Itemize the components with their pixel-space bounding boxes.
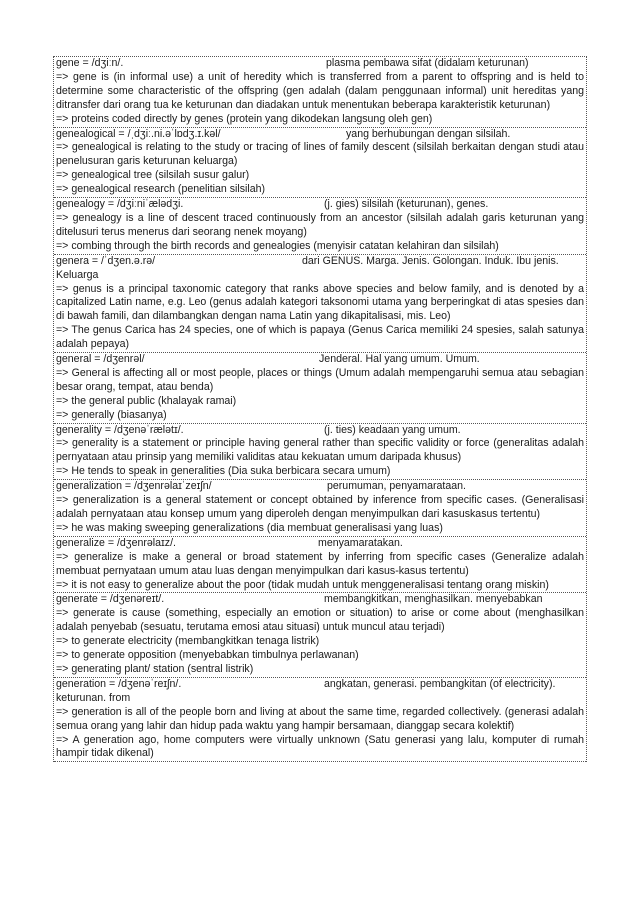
dictionary-entry bbox=[54, 57, 586, 128]
entry-gloss: (j. ties) keadaan yang umum. bbox=[324, 423, 461, 436]
entry-term: gene = /dʒiːn/. bbox=[56, 57, 124, 69]
entry-term: general = /dʒenrəl/ bbox=[56, 353, 145, 366]
entry-line: => genealogical research (penelitian silsilah) bbox=[56, 183, 266, 196]
entry-line: => combing through the birth records and genealogies (menyisir catatan kelahiran dan silsilah) bbox=[56, 239, 499, 252]
dictionary-entry bbox=[54, 480, 586, 537]
entry-heading bbox=[56, 57, 584, 71]
entry-term: generalization = /dʒenrəlaɪˈzeɪʃn/ bbox=[56, 480, 212, 493]
dictionary-entry bbox=[54, 128, 586, 199]
entry-line: => The genus Carica has 24 species, one of which is papaya (Genus Carica memiliki 24 spesies, salah satunya adalah pepaya) bbox=[56, 324, 584, 351]
entry-term: genealogy = /dʒiːniˈælədʒi. bbox=[56, 198, 184, 211]
entry-line: => genealogy is a line of descent traced continuously from an ancestor (silsilah adalah garis keturunan yang ditelusuri terus menerus dari seorang nenek moyang) bbox=[56, 211, 584, 238]
entry-gloss: (j. gies) silsilah (keturunan), genes. bbox=[324, 198, 489, 211]
entry-gloss: yang berhubungan dengan silsilah. bbox=[346, 127, 511, 140]
entry-line: => genus is a principal taxonomic category that ranks above species and below family, and is denoted by a capitalized Latin name, e.g. Leo (genus adalah kategori taksonomi utama yang berperingkat di atas spesies dan di bawah famili, dan dilambangkan dengan nama Latin yang dikapitalisasi, mis. Leo) bbox=[56, 282, 584, 323]
entry-gloss: perumuman, penyamarataan. bbox=[327, 480, 466, 493]
entry-line: => generally (biasanya) bbox=[56, 408, 167, 421]
entry-line: => to generate electricity (membangkitkan tenaga listrik) bbox=[56, 635, 320, 648]
entry-line: keturunan. from bbox=[56, 691, 131, 704]
dictionary-entry bbox=[54, 255, 586, 353]
dictionary-entry bbox=[54, 198, 586, 255]
entry-term: generation = /dʒenəˈreɪʃn/. bbox=[56, 677, 182, 690]
entry-line: => to generate opposition (menyebabkan timbulnya perlawanan) bbox=[56, 649, 359, 662]
entry-line: => generality is a statement or principle having general rather than specific validity or force (generalitas adalah pernyataan atau prinsip yang memiliki validitas atau kekuatan umum daripada khusus) bbox=[56, 437, 584, 464]
entry-line: => it is not easy to generalize about the poor (tidak mudah untuk menggeneralisasi tentang orang miskin) bbox=[56, 578, 549, 591]
entry-line: => He tends to speak in generalities (Dia suka berbicara secara umum) bbox=[56, 465, 391, 478]
entry-line: => he was making sweeping generalizations (dia membuat generalisasi yang luas) bbox=[56, 521, 443, 534]
entry-term: genealogical = /ˌdʒiː.ni.əˈlɒdʒ.ɪ.kəl/ bbox=[56, 127, 221, 140]
entry-gloss: menyamaratakan. bbox=[318, 536, 403, 549]
entry-line: => generalize is make a general or broad statement by inferring from specific cases (Generalize adalah membuat pernyataan umum atau luas dengan menyimpulkan dari kasus-kasus tertentu) bbox=[56, 550, 584, 577]
dictionary-entry bbox=[54, 537, 586, 594]
entry-gloss: dari GENUS. Marga. Jenis. Golongan. Induk. Ibu jenis. bbox=[302, 254, 559, 267]
dictionary-document bbox=[53, 56, 587, 762]
entry-line: => gene is (in informal use) a unit of heredity which is transferred from a parent to offspring and is held to determine some characteristic of the offspring (gen adalah (dalam penggunaan informal) unit hereditas yang ditransfer dari orang tua ke keturunan dan diadakan untuk menentukan beberapa karakteristik keturunan) bbox=[56, 70, 584, 111]
entry-line: => A generation ago, home computers were virtually unknown (Satu generasi yang lalu, komputer di rumah hampir tidak dikenal) bbox=[56, 733, 584, 760]
entry-heading bbox=[56, 424, 584, 438]
entry-term: generality = /dʒenəˈrælətɪ/. bbox=[56, 423, 184, 436]
entry-line: => genealogical tree (silsilah susur galur) bbox=[56, 169, 250, 182]
dictionary-entry bbox=[54, 593, 586, 677]
entry-gloss: angkatan, generasi. pembangkitan (of electricity). bbox=[324, 677, 556, 690]
dictionary-entry bbox=[54, 353, 586, 424]
entry-line: => generalization is a general statement or concept obtained by inference from specific cases. (Generalisasi adalah pernyataan atau konsep umum yang diperoleh dengan menyimpulkan dari kasuskasus tertentu) bbox=[56, 494, 584, 520]
entry-gloss: Jenderal. Hal yang umum. Umum. bbox=[319, 353, 480, 366]
entry-line: => General is affecting all or most people, places or things (Umum adalah mempengaruhi semua atau sebagian besar orang, tempat, atau benda) bbox=[56, 366, 584, 393]
entry-term: generalize = /dʒenrəlaɪz/. bbox=[56, 536, 176, 549]
entry-line: => the general public (khalayak ramai) bbox=[56, 394, 237, 407]
entry-heading bbox=[56, 678, 584, 692]
entry-heading bbox=[56, 593, 584, 607]
entry-heading bbox=[56, 353, 584, 367]
entry-line: => generating plant/ station (sentral listrik) bbox=[56, 662, 254, 675]
entry-heading bbox=[56, 198, 584, 212]
entry-line: => genealogical is relating to the study or tracing of lines of family descent (silsilah berkaitan dengan studi atau penelusuran garis keturunan keluarga) bbox=[56, 141, 584, 168]
dictionary-entry bbox=[54, 424, 586, 481]
entry-heading bbox=[56, 480, 584, 494]
dictionary-entry bbox=[54, 678, 586, 762]
entry-heading bbox=[56, 128, 584, 142]
entry-heading bbox=[56, 537, 584, 551]
entry-line: => generate is cause (something, especially an emotion or situation) to arise or come about (menghasilkan adalah penyebab (sesuatu, terutama emosi atau situasi) untuk muncul atau terjadi) bbox=[56, 607, 584, 634]
entry-line: => generation is all of the people born and living at about the same time, regarded collectively. (generasi adalah semua orang yang lahir dan hidup pada waktu yang hampir bersamaan, dianggap secara kolektif) bbox=[56, 705, 584, 732]
entry-line: Keluarga bbox=[56, 268, 99, 281]
entry-line: => proteins coded directly by genes (protein yang dikodekan langsung oleh gen) bbox=[56, 112, 433, 125]
entry-term: genera = /ˈdʒen.ə.rə/ bbox=[56, 254, 156, 267]
entry-gloss: plasma pembawa sifat (didalam keturunan) bbox=[326, 57, 529, 69]
entry-gloss: membangkitkan, menghasilkan. menyebabkan bbox=[324, 593, 543, 606]
entry-term: generate = /dʒenəreɪt/. bbox=[56, 593, 165, 606]
entry-heading bbox=[56, 255, 584, 269]
